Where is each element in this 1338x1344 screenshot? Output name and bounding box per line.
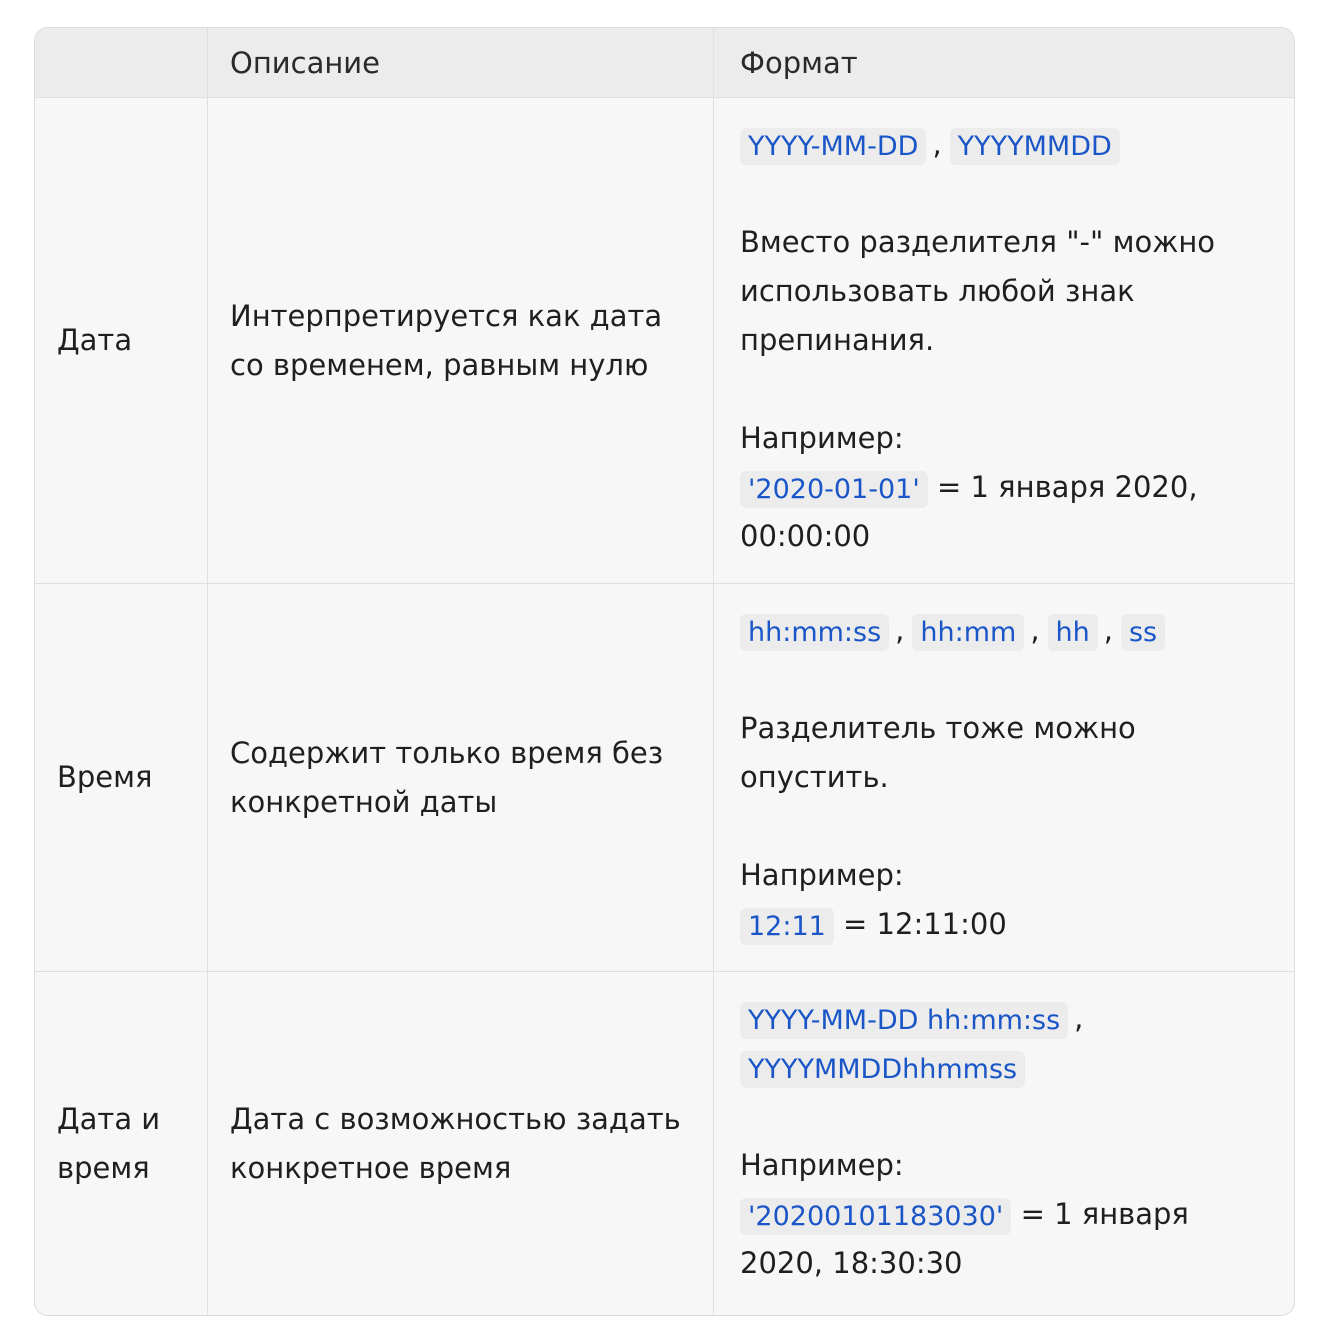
header-cell-type <box>35 28 208 98</box>
format-code: ss <box>1121 614 1165 651</box>
type-label: Время <box>57 760 153 794</box>
example-line <box>740 900 1270 949</box>
example-result: = 1 января 2020, 00:00:00 <box>740 470 1198 553</box>
header-cell-description <box>208 28 714 98</box>
format-note: Вместо разделителя "-" можно использовать любой знак препинания. <box>740 225 1216 357</box>
table-row-time-type <box>35 584 208 972</box>
example-code: 12:11 <box>740 908 834 945</box>
example-result: = 1 января 2020, 18:30:30 <box>740 1197 1189 1280</box>
example-code: '20200101183030' <box>740 1198 1011 1235</box>
example-line <box>740 463 1270 561</box>
header-cell-format <box>714 28 1294 98</box>
format-list <box>740 606 1270 655</box>
format-code: YYYYMMDDhhmmss <box>740 1051 1025 1088</box>
header-format-label: Формат <box>740 45 858 80</box>
formats-table <box>34 27 1295 1316</box>
format-code: YYYYMMDD <box>950 128 1120 165</box>
description-text: Дата с возможностью задать конкретное время <box>230 1101 681 1185</box>
format-separator: , <box>1030 613 1040 647</box>
type-label: Дата и время <box>57 1101 161 1185</box>
example-result: = 12:11:00 <box>843 907 1007 941</box>
table-row-date-description <box>208 98 714 584</box>
example-label: Например: <box>740 858 904 892</box>
format-code: YYYY-MM-DD <box>740 128 926 165</box>
table-row-time-description <box>208 584 714 972</box>
example-code: '2020-01-01' <box>740 471 928 508</box>
format-code: hh:mm:ss <box>740 614 889 651</box>
table-row-date-type <box>35 98 208 584</box>
table-row-datetime-description <box>208 972 714 1315</box>
format-separator: , <box>1103 613 1113 647</box>
description-text: Содержит только время без конкретной даты <box>230 735 664 819</box>
table-row-datetime-format <box>714 972 1294 1315</box>
example-label: Например: <box>740 421 904 455</box>
type-label: Дата <box>57 323 133 357</box>
format-separator: , <box>895 613 905 647</box>
table-row-datetime-type <box>35 972 208 1315</box>
header-description-label: Описание <box>230 45 380 80</box>
description-text: Интерпретируется как дата со временем, равным нулю <box>230 298 663 382</box>
format-separator: , <box>1074 1001 1084 1035</box>
format-note: Разделитель тоже можно опустить. <box>740 711 1136 794</box>
table-row-date-format <box>714 98 1294 584</box>
table-row-time-format <box>714 584 1294 972</box>
format-code: hh:mm <box>912 614 1024 651</box>
format-code: YYYY-MM-DD hh:mm:ss <box>740 1002 1068 1039</box>
example-label: Например: <box>740 1148 904 1182</box>
example-line <box>740 1190 1270 1288</box>
format-list <box>740 994 1270 1092</box>
format-list <box>740 120 1270 169</box>
format-separator: , <box>932 127 942 161</box>
format-code: hh <box>1048 614 1098 651</box>
